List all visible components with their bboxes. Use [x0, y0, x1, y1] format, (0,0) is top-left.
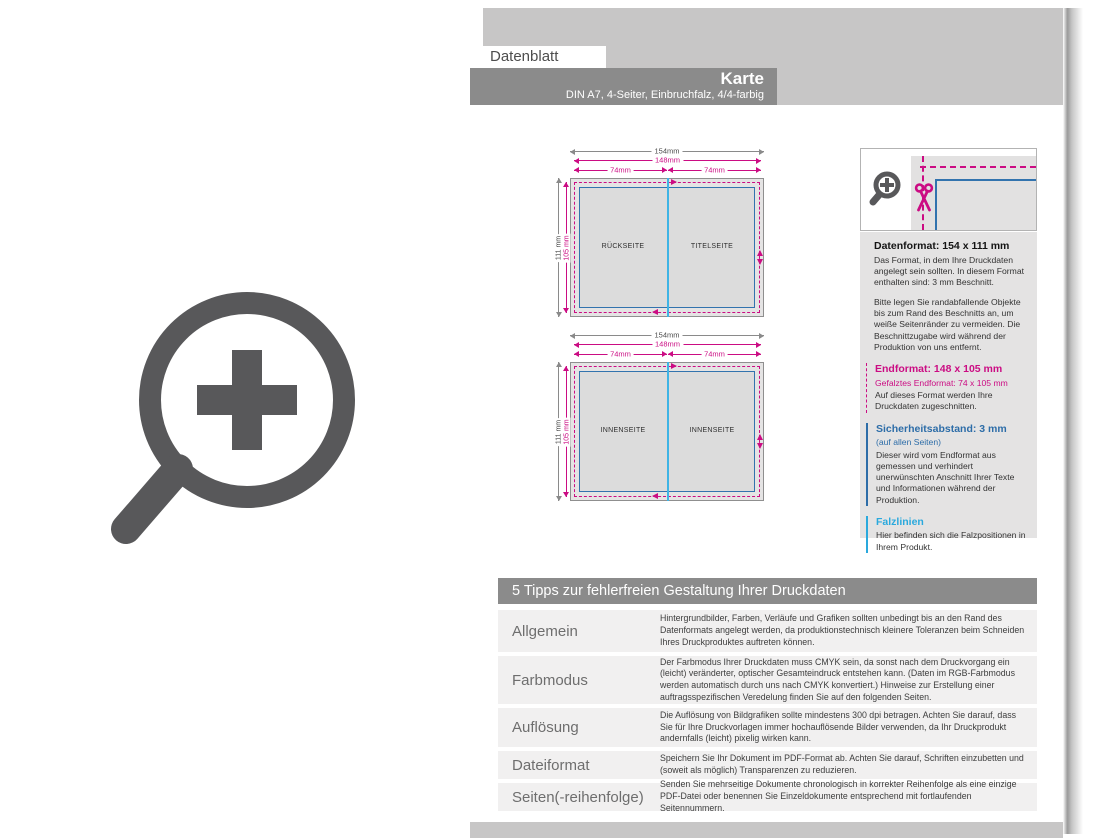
tip-text: Senden Sie mehrseitige Dokumente chronologisch in korrekter Reihenfolge als eine einzige PDF-Datei oder benennen Sie Einzeldokumente entsprechend mit fortlaufenden Seitennummern.	[660, 779, 1017, 813]
tip-text: Speichern Sie Ihr Dokument im PDF-Format ab. Achten Sie darauf, Schriften einzubetten und (soweit als möglich) Transparenzen zu reduzieren.	[660, 753, 1024, 775]
tip-text: Die Auflösung von Bildgrafiken sollte mindestens 300 dpi betragen. Achten Sie darauf, dass Sie für Ihre Druckvorlagen immer hochauflösende Bilder verwenden, da Ihr Druckprodukt andernfalls (leicht) pixelig wirken kann.	[660, 709, 1017, 744]
panel-label-inner-right: INNENSEITE	[689, 427, 735, 434]
section-falzlinien	[866, 516, 1029, 553]
section-subtitle: (auf allen Seiten)	[876, 437, 941, 448]
section-sicherheitsabstand	[866, 423, 1029, 506]
fold-mark-top	[671, 363, 677, 369]
dim-height-end: 105 mm	[566, 182, 567, 313]
tip-text: Der Farbmodus Ihrer Druckdaten muss CMYK sein, da sonst nach dem Druckvorgang ein (leicht) veränderter, optischer Gesamteindruck entstehen kann. (Daten im RGB-Farbmodus werden automatisch durch uns nach CMYK konvertiert.) Hinweise zur Erstellung einer auftragsspezifischen Veredelung finden Sie auf den folgenden Seiten.	[660, 656, 1015, 702]
section-text: Hier befinden sich die Falzpositionen in Ihrem Produkt.	[876, 530, 1026, 552]
dim-width-half-left: 74mm	[574, 354, 667, 355]
section-text: Bitte legen Sie randabfallende Objekte bis zum Rand des Beschnitts an, um weiße Seitenränder zu vermeiden. Die Beschnittzugabe wird während der Produktion von uns entfernt.	[874, 297, 1021, 352]
tip-row-seitenreihenfolge	[498, 779, 1037, 813]
page-title: Karte	[720, 69, 764, 88]
section-subtitle: Gefalztes Endformat: 74 x 105 mm	[875, 377, 1008, 388]
section-datenformat	[866, 240, 1029, 353]
section-title: Datenformat: 154 x 111 mm	[874, 240, 1010, 252]
dim-width-end: 148mm	[574, 160, 761, 161]
zoom-plus-icon[interactable]	[100, 280, 370, 550]
tips-header-label: 5 Tipps zur fehlerfreien Gestaltung Ihrer Druckdaten	[512, 583, 846, 599]
tip-row-allgemein	[498, 610, 1037, 652]
dim-width-total: 154mm	[570, 335, 764, 336]
datasheet-tab-label: Datenblatt	[490, 48, 559, 65]
tip-label: Auflösung	[512, 719, 579, 736]
panel-label-inner-left: INNENSEITE	[600, 427, 646, 434]
page-bottom-band	[470, 822, 1063, 838]
tip-row-aufloesung	[498, 708, 1037, 747]
dim-width-half-left: 74mm	[574, 170, 667, 171]
title-bar	[470, 68, 777, 105]
datasheet-tab	[473, 46, 606, 68]
tip-label: Dateiformat	[512, 756, 590, 774]
section-title: Sicherheitsabstand: 3 mm	[876, 422, 1007, 435]
spread-diagram-outer	[540, 140, 785, 332]
detail-trim-line-h	[920, 166, 1036, 168]
section-text: Dieser wird vom Endformat aus gemessen und verhindert unerwünschten Anschnitt Ihrer Texte und Informationen während der Produktion.	[876, 449, 1015, 505]
detail-safety-corner	[935, 179, 1036, 230]
tip-row-farbmodus	[498, 656, 1037, 704]
tip-label: Allgemein	[512, 622, 578, 640]
panel-label-back: RÜCKSEITE	[601, 243, 645, 250]
fold-mark-bottom	[652, 493, 658, 499]
fold-mark-bottom	[652, 309, 658, 315]
spread-diagram-inner	[540, 324, 785, 516]
page-edge-shadow	[1063, 8, 1083, 834]
scissors-icon	[913, 182, 935, 214]
dim-width-end: 148mm	[574, 344, 761, 345]
section-text: Auf dieses Format werden Ihre Druckdaten zugeschnitten.	[875, 390, 993, 412]
dim-height-total: 111 mm	[558, 178, 559, 317]
dim-width-total: 154mm	[570, 151, 764, 152]
corner-detail-box	[860, 148, 1037, 231]
tip-row-dateiformat	[498, 751, 1037, 779]
tip-label: Seiten(-reihenfolge)	[512, 788, 644, 806]
tip-text: Hintergrundbilder, Farben, Verläufe und Grafiken sollten unbedingt bis an den Rand des Datenformats angelegt werden, da produktionstechnisch kleinere Toleranzen beim Schneiden Ihres Druckproduktes auftreten können.	[660, 613, 1025, 647]
section-text: Das Format, in dem Ihre Druckdaten angelegt sein sollten. In diesem Format enthalten sind: 3 mm Beschnitt.	[874, 254, 1024, 287]
section-title: Endformat: 148 x 105 mm	[875, 362, 1003, 375]
format-info-panel	[860, 232, 1037, 552]
dim-width-half-right: 74mm	[668, 170, 761, 171]
dim-height-end: 105 mm	[566, 366, 567, 497]
section-title: Falzlinien	[876, 515, 924, 528]
detail-bleed-area	[911, 156, 1036, 230]
tips-header-bar	[498, 578, 1037, 604]
page-subtitle: DIN A7, 4-Seiter, Einbruchfalz, 4/4-farbig	[565, 89, 764, 101]
section-endformat	[866, 363, 1029, 413]
tip-label: Farbmodus	[512, 671, 588, 689]
dim-height-total: 111 mm	[558, 362, 559, 501]
zoom-plus-icon-small	[867, 169, 907, 215]
dim-width-half-right: 74mm	[668, 354, 761, 355]
panel-label-front: TITELSEITE	[690, 243, 734, 250]
fold-mark-top	[671, 179, 677, 185]
